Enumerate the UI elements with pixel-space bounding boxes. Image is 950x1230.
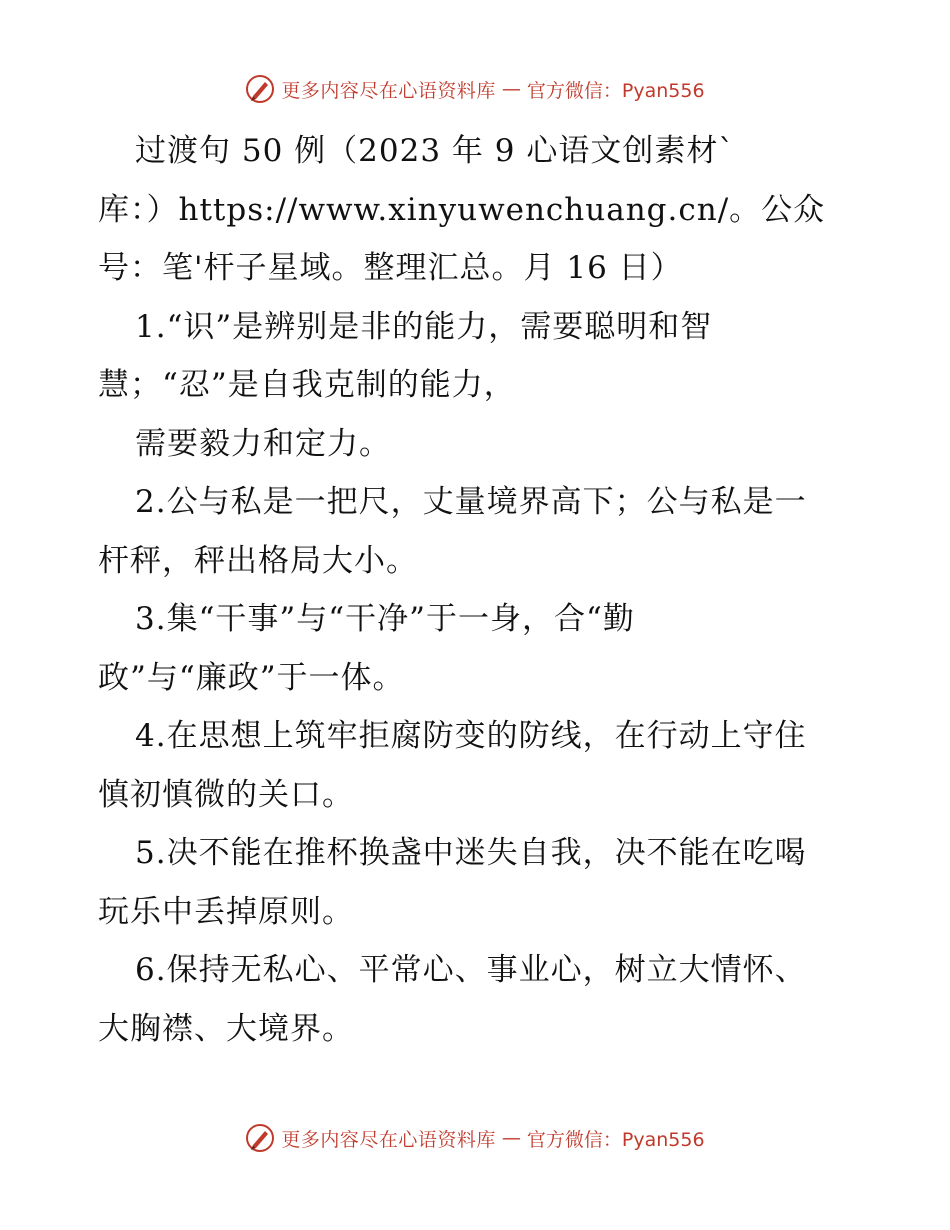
document-body — [98, 122, 858, 1058]
watermark-dash: — — [501, 1127, 521, 1149]
item-4-line-1: 4.在思想上筑牢拒腐防变的防线，在行动上守住 — [135, 718, 807, 754]
title-line-2: 库：）https://www.xinyuwenchuang.cn/。公众 — [98, 191, 826, 228]
item-2-line-2: 杆秤，秤出格局大小。 — [98, 542, 418, 579]
header-watermark — [0, 74, 950, 104]
item-1-line-1: 1.“识”是辨别是非的能力，需要聪明和智 — [135, 308, 713, 345]
watermark-dash: — — [501, 78, 521, 100]
footer-watermark — [0, 1123, 950, 1153]
item-4-line-2: 慎初慎微的关口。 — [98, 776, 354, 813]
watermark-text: 更多内容尽在心语资料库 — [281, 1128, 496, 1151]
watermark-contact: 官方微信：Pyan556 — [526, 79, 705, 102]
pen-logo-icon — [245, 74, 275, 104]
item-1-line-3: 需要毅力和定力。 — [135, 425, 391, 462]
watermark-text: 更多内容尽在心语资料库 — [281, 79, 496, 102]
pen-logo-icon — [245, 1123, 275, 1153]
item-3-line-2: 政”与“廉政”于一体。 — [98, 659, 405, 696]
item-1-line-2: 慧；“忍”是自我克制的能力， — [98, 367, 516, 403]
item-6-line-2: 大胸襟、大境界。 — [98, 1010, 354, 1047]
item-5-line-1: 5.决不能在推杯换盏中迷失自我，决不能在吃喝 — [135, 835, 807, 871]
item-3-line-1: 3.集“干事”与“干净”于一身，合“勤 — [135, 601, 635, 637]
item-5-line-2: 玩乐中丢掉原则。 — [98, 893, 354, 930]
item-6-line-1: 6.保持无私心、平常心、事业心，树立大情怀、 — [135, 952, 807, 988]
item-2-line-1: 2.公与私是一把尺，丈量境界高下；公与私是一 — [135, 484, 807, 520]
title-line-3: 号：笔'杆子星域。整理汇总。月 16 日） — [98, 250, 683, 286]
watermark-contact: 官方微信：Pyan556 — [526, 1128, 705, 1151]
title-line-1: 过渡句 50 例（2023 年 9 心语文创素材` — [135, 133, 735, 169]
